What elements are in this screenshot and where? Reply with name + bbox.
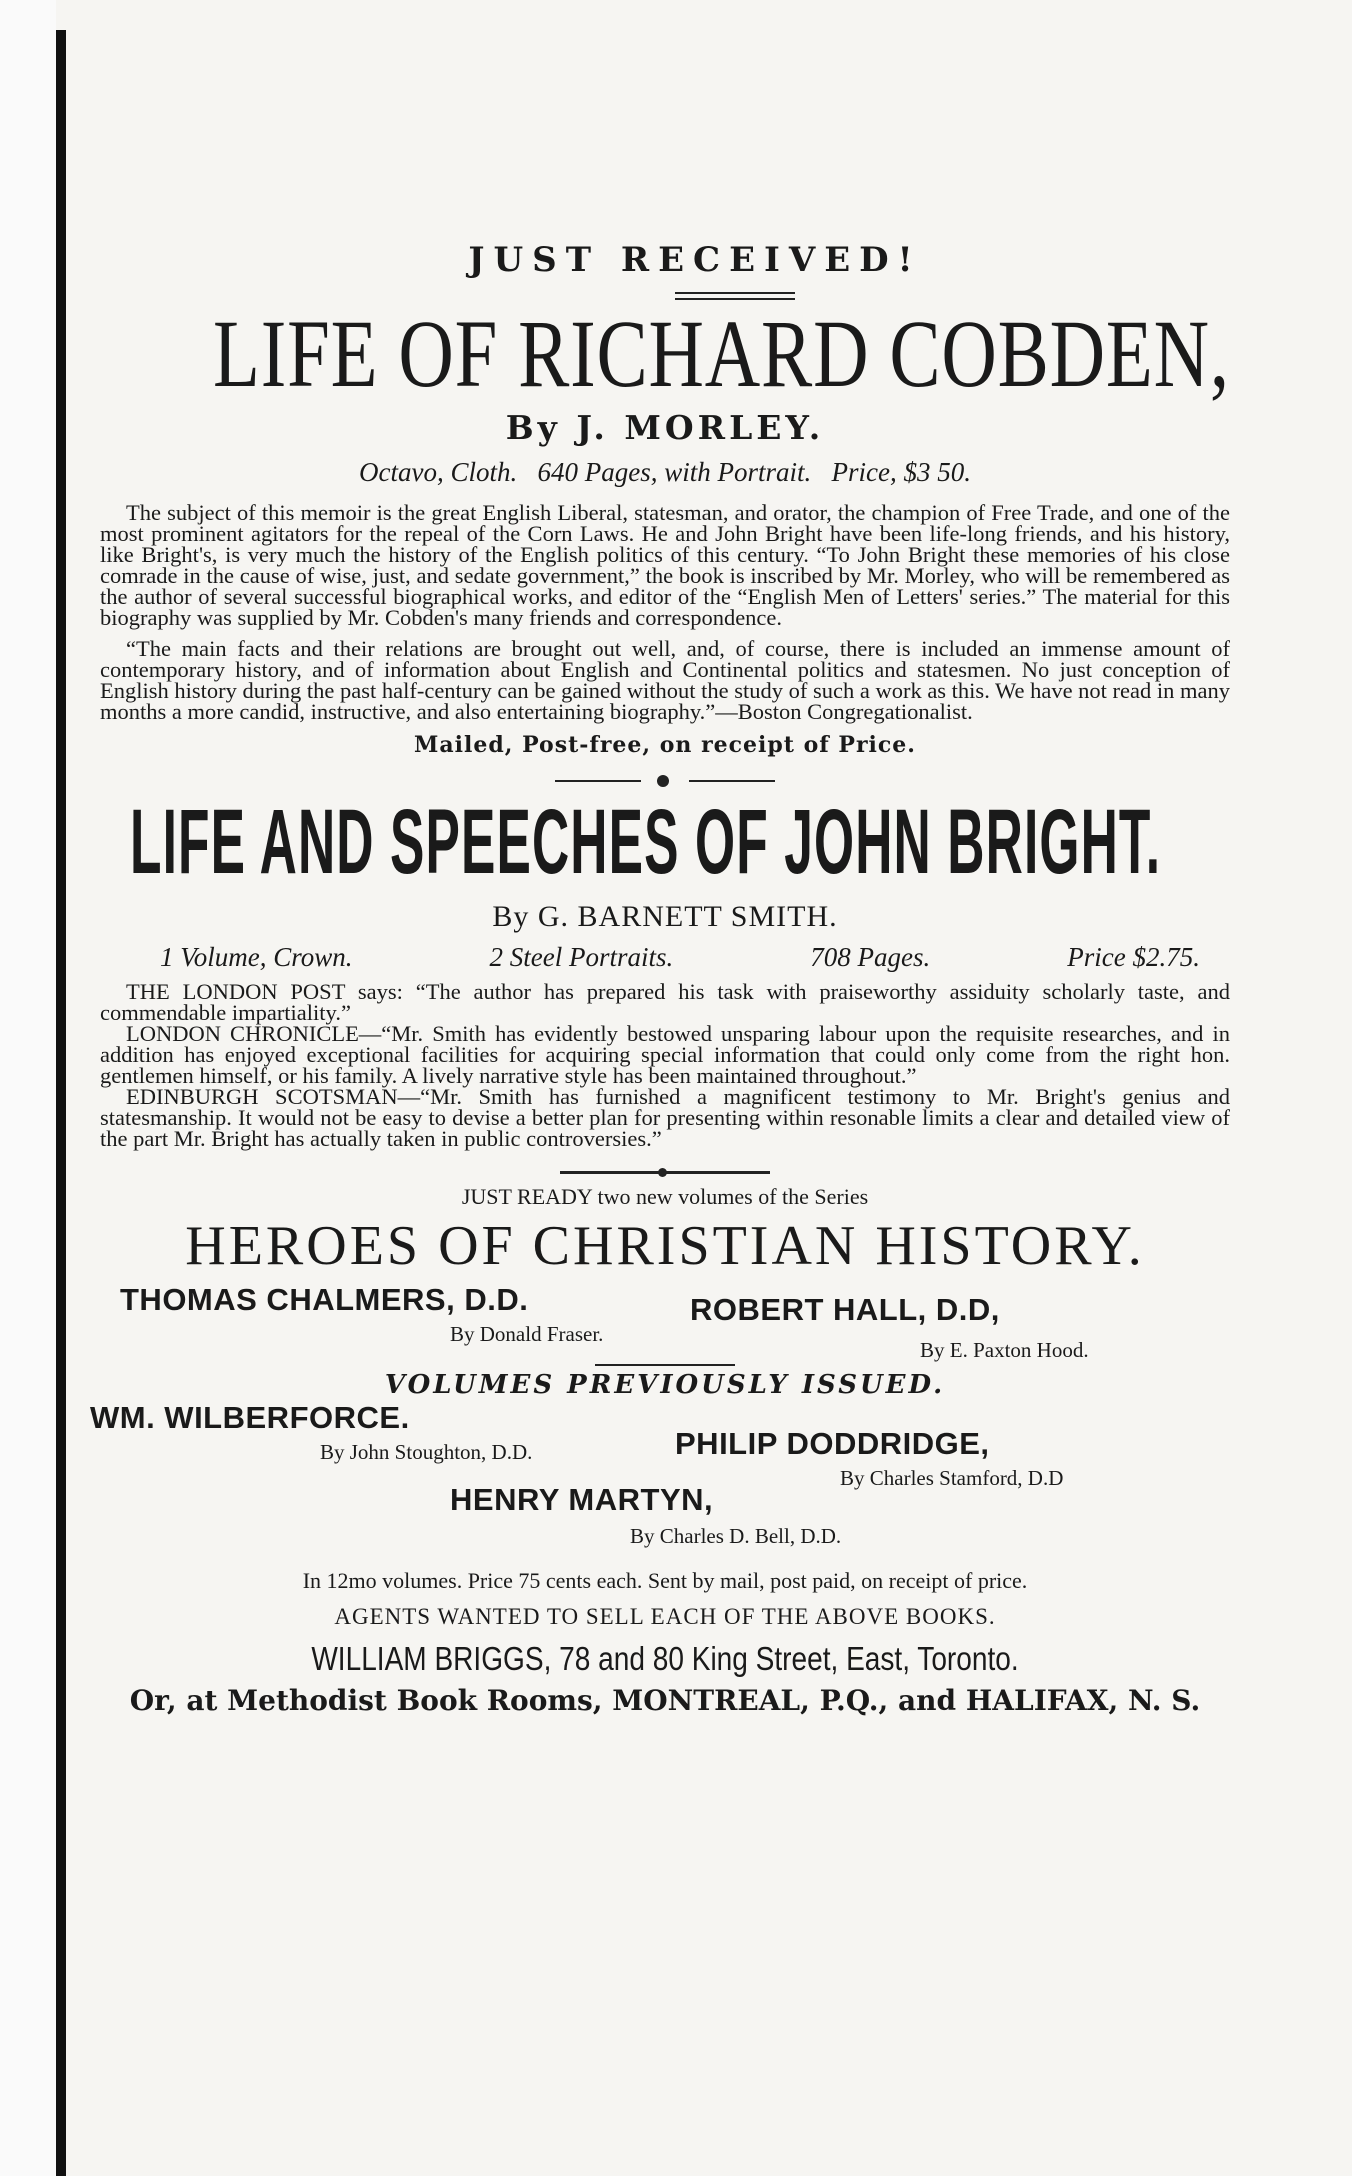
- volume-name: THOMAS CHALMERS, D.D.: [120, 1282, 529, 1317]
- page-margin: [0, 0, 56, 2176]
- volume-author: By Charles D. Bell, D.D.: [630, 1524, 842, 1548]
- cobden-pages: 640 Pages, with Portrait.: [537, 457, 812, 487]
- double-rule: [675, 292, 795, 300]
- just-received-heading: JUST RECEIVED!: [468, 240, 922, 280]
- series-title: HEROES OF CHRISTIAN HISTORY.: [185, 1215, 1145, 1277]
- previously-issued-heading: VOLUMES PREVIOUSLY ISSUED.: [384, 1370, 946, 1400]
- bright-format: [100, 942, 1230, 973]
- new-volumes: [100, 1278, 1230, 1362]
- bright-byline: By G. BARNETT SMITH.: [492, 900, 838, 933]
- mailed-notice: Mailed, Post-free, on receipt of Price.: [414, 732, 916, 758]
- review-edinburgh-scotsman: EDINBURGH SCOTSMAN—“Mr. Smith has furnished a magnificent testimony to Mr. Bright's genius and statesmanship. It would not be easy to devise a better plan for presenting within resonable limits a clear and detailed view of the part Mr. Bright has actually taken in public controversies.”: [100, 1084, 1230, 1151]
- bright-title: LIFE AND SPEECHES OF JOHN BRIGHT.: [130, 791, 1162, 893]
- volume-name: WM. WILBERFORCE.: [90, 1400, 410, 1435]
- volume-author: By Donald Fraser.: [450, 1322, 604, 1346]
- bright-price: Price $2.75.: [1067, 942, 1200, 972]
- section-divider: [560, 1171, 770, 1174]
- bright-volume: 1 Volume, Crown.: [160, 942, 353, 972]
- cobden-title: LIFE OF RICHARD COBDEN,: [213, 300, 1230, 407]
- volume-author: By John Stoughton, D.D.: [320, 1440, 533, 1464]
- review-london-post: THE LONDON POST says: “The author has prepared his task with praiseworthy assiduity scholarly taste, and commendable impartiality.”: [100, 979, 1230, 1025]
- volume-author: By Charles Stamford, D.D: [840, 1466, 1064, 1490]
- cobden-binding: Octavo, Cloth.: [359, 457, 518, 487]
- cobden-byline: By J. MORLEY.: [505, 408, 825, 447]
- review-london-chronicle: LONDON CHRONICLE—“Mr. Smith has evidently bestowed unsparing labour upon the requisite researches, and in addition has enjoyed exceptional facilities for acquiring special information that could only come from the right hon. gentlemen himself, or his family. A lively narrative style has been maintained throughout.”: [100, 1021, 1230, 1088]
- price-terms: In 12mo volumes. Price 75 cents each. Sent by mail, post paid, on receipt of price.: [302, 1568, 1028, 1593]
- short-rule: [595, 1364, 735, 1366]
- agents-wanted: AGENTS WANTED TO SELL EACH OF THE ABOVE BOOKS.: [334, 1604, 996, 1629]
- volume-name: ROBERT HALL, D.D,: [690, 1292, 1000, 1327]
- volume-name: HENRY MARTYN,: [450, 1482, 714, 1517]
- bright-reviews: [100, 981, 1230, 1149]
- just-ready-line: JUST READY two new volumes of the Series: [461, 1184, 869, 1209]
- ornament-divider: [555, 774, 775, 788]
- cobden-paragraph: The subject of this memoir is the great English Liberal, statesman, and orator, the champion of Free Trade, and one of the most prominent agitators for the repeal of the Corn Laws. He and John Bright have been life-long friends, and his history, like Bright's, is very much the history of the English politics of this century. “To John Bright these memories of his close comrade in the cause of wise, just, and sedate government,” the book is inscribed by Mr. Morley, who will be remembered as the author of several successful biographical works, and editor of the “English Men of Letters' series.” The material for this biography was supplied by Mr. Cobden's many friends and correspondence.: [100, 500, 1230, 630]
- cobden-review: “The main facts and their relations are brought out well, and, of course, there is included an immense amount of contemporary history, and of information about English and Continental politics and statesmen. No just conception of English history during the past half-century can be gained without the study of such a work as this. We have not read in many months a more candid, instructive, and also entertaining biography.”—Boston Congregationalist.: [100, 636, 1231, 724]
- volume-name: PHILIP DODDRIDGE,: [675, 1426, 990, 1461]
- publisher-address: WILLIAM BRIGGS, 78 and 80 King Street, East, Toronto.: [311, 1640, 1019, 1677]
- bright-pages: 708 Pages.: [810, 942, 931, 972]
- bright-portraits: 2 Steel Portraits.: [489, 942, 674, 972]
- alternate-address: Or, at Methodist Book Rooms, MONTREAL, P.Q., and HALIFAX, N. S.: [129, 1684, 1201, 1717]
- volume-author: By E. Paxton Hood.: [920, 1338, 1089, 1362]
- previous-volumes: [90, 1400, 1230, 1560]
- binding-edge: [56, 30, 66, 2176]
- cobden-format: [100, 457, 1230, 488]
- cobden-description: [100, 502, 1230, 722]
- page-content: [90, 240, 1231, 1717]
- cobden-price: Price, $3 50.: [831, 457, 971, 487]
